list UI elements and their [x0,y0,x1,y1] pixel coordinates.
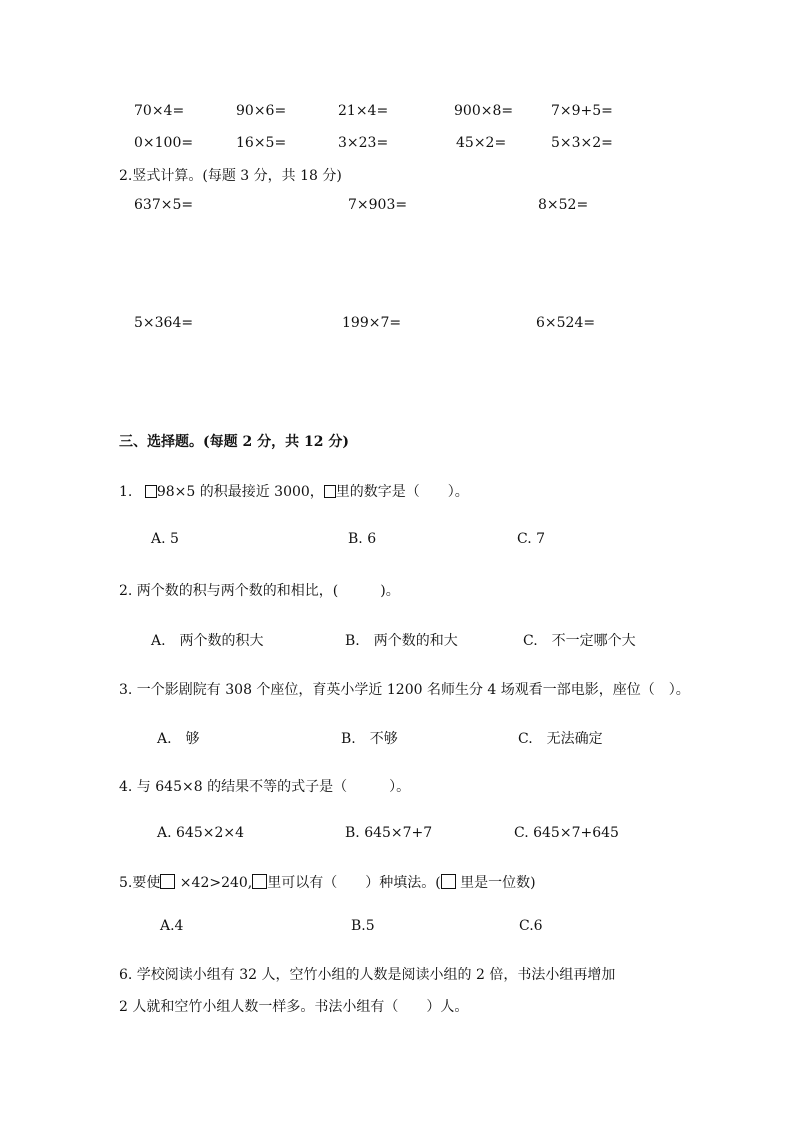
question-6-line-2: 2 人就和空竹小组人数一样多。书法小组有（ ）人。 [119,999,469,1015]
option-a: A. 够 [157,731,200,747]
option-a: A. 645×2×4 [157,825,245,841]
question-1 [119,481,469,501]
option-a: A. 5 [151,531,179,547]
option-c: C. 不一定哪个大 [523,633,636,649]
oral-item: 16×5= [236,135,287,151]
question-2: 2. 两个数的积与两个数的和相比，( )。 [119,583,400,599]
question-number: 1. [119,484,133,500]
section3-heading: 三、选择题。(每题 2 分，共 12 分) [119,434,349,450]
option-b: B. 6 [348,531,377,547]
vertical-heading: 2.竖式计算。(每题 3 分，共 18 分) [119,168,342,184]
oral-item: 70×4= [134,103,185,119]
vertical-item: 637×5= [134,197,194,213]
option-c: C. 无法确定 [518,731,603,747]
question-5 [119,872,536,892]
blank-box [324,485,336,498]
option-b: B. 两个数的和大 [345,633,458,649]
option-c: C.6 [519,918,543,934]
oral-item: 90×6= [236,103,287,119]
oral-item: 900×8= [454,103,514,119]
oral-item: 45×2= [456,135,507,151]
vertical-item: 8×52= [538,197,589,213]
option-c: C. 7 [517,531,546,547]
vertical-item: 5×364= [134,315,194,331]
vertical-item: 6×524= [536,315,596,331]
question-text: 里可以有（ ）种填法。( [267,875,441,891]
question-4: 4. 与 645×8 的结果不等的式子是（ ）。 [119,779,411,795]
blank-box [441,874,456,889]
oral-item: 21×4= [338,103,389,119]
question-text: ×42>240, [175,875,253,891]
option-b: B. 645×7+7 [345,825,433,841]
question-text: 里的数字是（ ）。 [335,484,469,500]
blank-box [160,874,175,889]
vertical-item: 7×903= [348,197,408,213]
blank-box [252,874,267,889]
question-6-line-1: 6. 学校阅读小组有 32 人，空竹小组的人数是阅读小组的 2 倍，书法小组再增加 [119,967,616,983]
option-a: A.4 [160,918,184,934]
question-text: 里是一位数) [455,875,536,891]
option-b: B. 不够 [341,731,398,747]
vertical-item: 199×7= [342,315,402,331]
option-a: A. 两个数的积大 [151,633,264,649]
question-text: 5.要使 [119,875,161,891]
option-b: B.5 [351,918,375,934]
option-c: C. 645×7+645 [514,825,619,841]
question-text: 98×5 的积最接近 3000， [156,484,324,500]
question-3: 3. 一个影剧院有 308 个座位，育英小学近 1200 名师生分 4 场观看一部电影，座位（ ）。 [119,682,690,698]
oral-item: 5×3×2= [551,135,613,151]
oral-item: 3×23= [338,135,389,151]
oral-item: 7×9+5= [551,103,613,119]
blank-box [145,485,157,498]
oral-item: 0×100= [134,135,194,151]
